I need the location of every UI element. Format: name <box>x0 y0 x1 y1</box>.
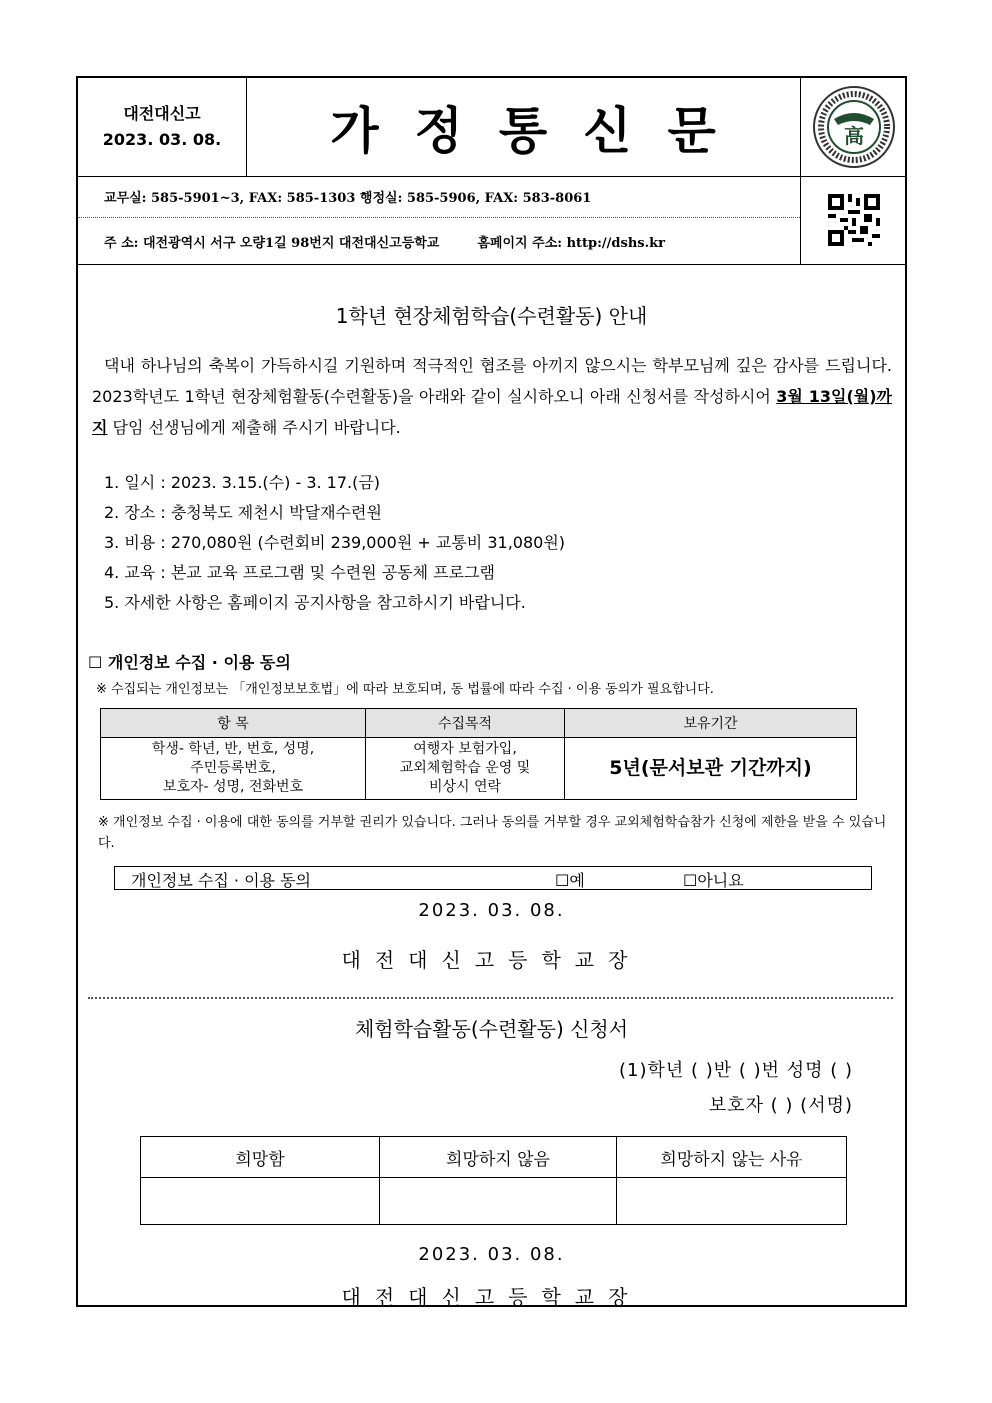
privacy-heading: ☐ 개인정보 수집 · 이용 동의 <box>88 653 291 672</box>
wish-table <box>140 1136 847 1225</box>
consent-yes-checkbox[interactable]: ☐예 <box>555 871 585 890</box>
page-title: 가정통신문 <box>330 102 752 160</box>
purpose-cell <box>366 738 565 800</box>
application-date: 2023. 03. 08. <box>418 1244 565 1265</box>
notice-frame <box>76 76 907 1307</box>
table-header: 희망하지 않는 사유 <box>617 1137 847 1178</box>
list-item: 1. 일시 : 2023. 3.15.(수) - 3. 17.(금) <box>104 473 381 492</box>
principal-signature: 대전대신고등학교장 <box>341 948 642 972</box>
qr-box <box>800 176 906 264</box>
wish-yes-cell[interactable] <box>141 1178 380 1225</box>
retention-cell: 5년(문서보관 기간까지) <box>565 738 857 800</box>
contacts-row <box>78 176 800 218</box>
cut-line <box>88 997 893 999</box>
wish-no-cell[interactable] <box>380 1178 617 1225</box>
cell-line: 교외체험학습 운영 및 <box>399 760 531 776</box>
list-item: 5. 자세한 사항은 홈페이지 공지사항을 참고하시기 바랍니다. <box>104 593 526 612</box>
student-info-line[interactable]: (1)학년 ( )반 ( )번 성명 ( ) <box>618 1060 853 1081</box>
privacy-warning: ※ 개인정보 수집 · 이용에 대한 동의를 거부할 권리가 있습니다. 그러나 동의를 거부할 경우 교외체험학습참가 신청에 제한을 받을 수 있습니다. <box>98 815 887 851</box>
consent-no-checkbox[interactable]: ☐아니요 <box>683 871 744 890</box>
notice-title: 1학년 현장체험학습(수련활동) 안내 <box>335 304 648 328</box>
table-header: 보유기간 <box>565 709 857 738</box>
table-header: 희망하지 않음 <box>380 1137 617 1178</box>
deadline-highlight: 3월 13일(월)까지 <box>92 387 893 437</box>
consent-label: 개인정보 수집 · 이용 동의 <box>131 871 311 890</box>
header <box>78 78 905 177</box>
emblem-text: 高 <box>843 124 864 148</box>
address-row <box>78 218 800 264</box>
cell-line: 주민등록번호, <box>190 760 276 776</box>
consent-row <box>114 866 872 890</box>
table-header: 항 목 <box>101 709 366 738</box>
school-box <box>78 78 247 176</box>
notice-date: 2023. 03. 08. <box>418 900 565 921</box>
qr-code-icon[interactable] <box>828 194 880 246</box>
para-text-1: 댁내 하나님의 축복이 가득하시길 기원하며 적극적인 협조를 아끼지 않으시는 학부모님께 깊은 감사를 드립니다. 2023학년도 1학년 현장체험활동(수련활동)을 아래와 같이 실시하오니 아래 신청서를 작성하시어 <box>92 356 892 406</box>
wish-reason-cell[interactable] <box>617 1178 847 1225</box>
contacts-text: 교무실: 585-5901~3, FAX: 585-1303 행정실: 585-5906, FAX: 583-8061 <box>104 191 592 206</box>
address-text: 주 소: 대전광역시 서구 오량1길 98번지 대전대신고등학교 <box>104 235 440 251</box>
cell-line: 비상시 연락 <box>428 779 502 795</box>
application-title: 체험학습활동(수련활동) 신청서 <box>354 1017 629 1041</box>
application-principal: 대전대신고등학교장 <box>341 1285 642 1309</box>
notice-paragraph <box>92 350 892 443</box>
list-item: 3. 비용 : 270,080원 (수련회비 239,000원 + 교통비 31,080원) <box>104 533 566 552</box>
school-logo <box>800 78 906 176</box>
items-cell <box>101 738 366 800</box>
list-item: 4. 교육 : 본교 교육 프로그램 및 수련원 공동체 프로그램 <box>104 563 496 582</box>
guardian-line[interactable]: 보호자 ( ) (서명) <box>708 1095 853 1116</box>
header-divider <box>78 264 905 265</box>
cell-line: 여행자 보험가입, <box>413 741 517 757</box>
cell-line: 학생- 학년, 반, 번호, 성명, <box>151 741 315 757</box>
list-item: 2. 장소 : 충청북도 제천시 박달재수련원 <box>104 503 382 522</box>
table-header: 희망함 <box>141 1137 380 1178</box>
cell-line: 보호자- 성명, 전화번호 <box>162 779 304 795</box>
privacy-note: ※ 수집되는 개인정보는 「개인정보보호법」에 따라 보호되며, 동 법률에 따라 수집 · 이용 동의가 필요합니다. <box>96 682 714 697</box>
notice-items <box>104 468 565 618</box>
header-date: 2023. 03. 08. <box>102 130 222 149</box>
school-name: 대전대신고 <box>123 104 201 123</box>
privacy-table <box>100 708 857 800</box>
school-emblem-icon <box>812 85 896 169</box>
homepage-text[interactable]: 홈페이지 주소: http://dshs.kr <box>477 235 665 251</box>
para-text-2: 담임 선생님에게 제출해 주시기 바랍니다. <box>107 418 401 437</box>
table-header: 수집목적 <box>366 709 565 738</box>
